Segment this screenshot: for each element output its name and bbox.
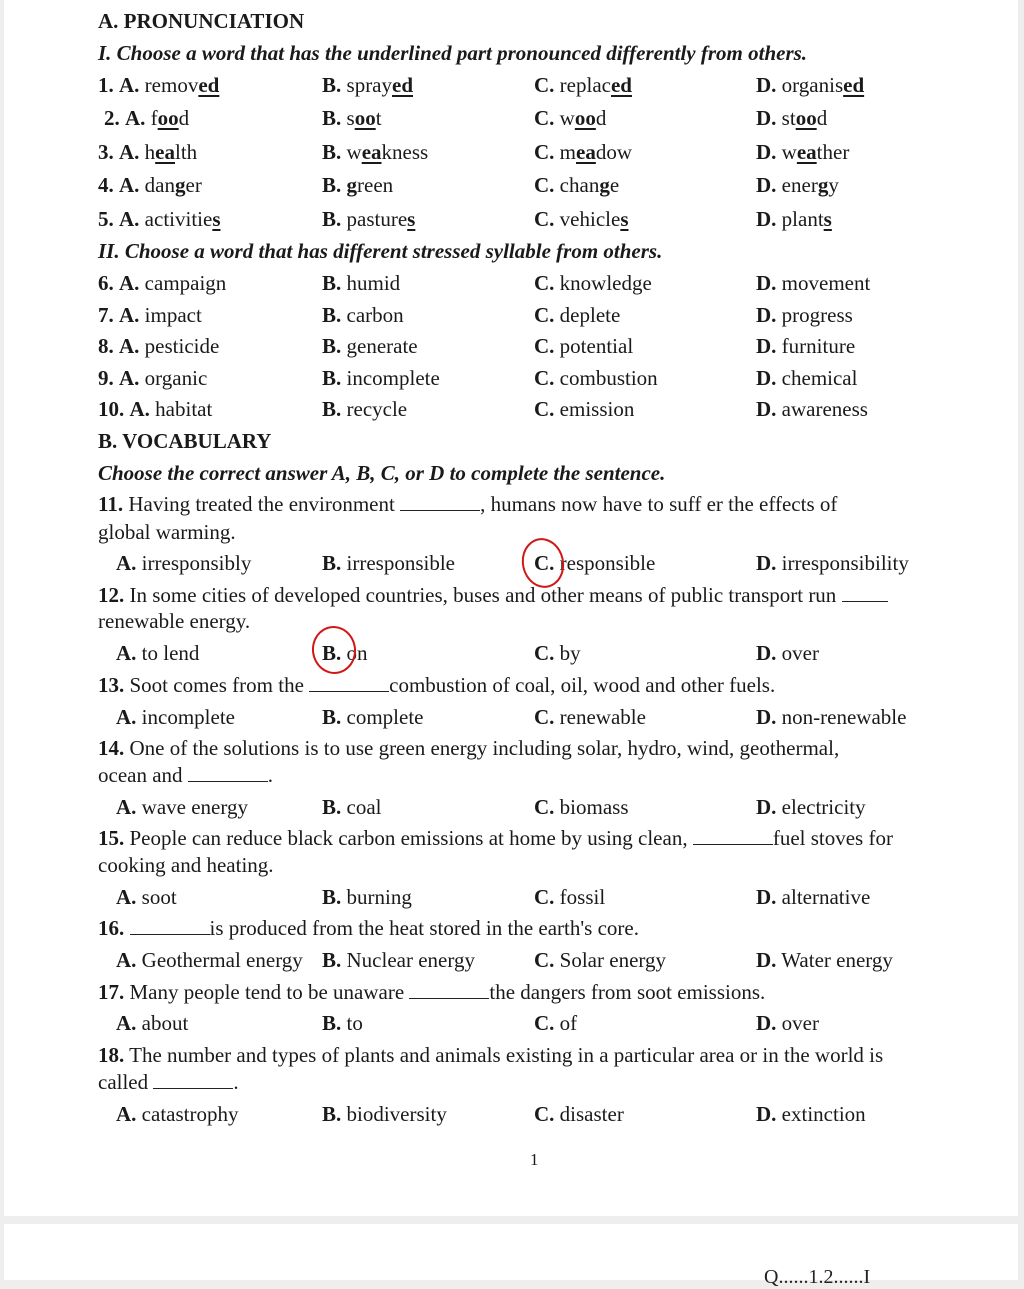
q9-option-d: D. chemical xyxy=(756,366,858,390)
section-b-title: B. VOCABULARY xyxy=(98,429,272,453)
q14-option-c: C. biomass xyxy=(534,795,629,819)
question-17: 17. Many people tend to be unaware the dangers from soot emissions. xyxy=(98,980,766,1004)
answer-blank xyxy=(130,916,210,935)
q6-option-b: B. humid xyxy=(322,271,401,295)
question-18-line2: called . xyxy=(98,1070,239,1094)
answer-blank xyxy=(153,1070,233,1089)
q12-option-c: C. by xyxy=(534,641,581,665)
q6-option-c: C. knowledge xyxy=(534,271,652,295)
q4-option-d: D. energy xyxy=(756,173,839,197)
q5-option-d: D. plants xyxy=(756,207,832,231)
q18-option-a: A. catastrophy xyxy=(116,1102,239,1126)
q14-option-b: B. coal xyxy=(322,795,382,819)
q9-option-a: 9. A. organic xyxy=(98,366,208,390)
q18-option-c: C. disaster xyxy=(534,1102,624,1126)
question-18-line1: 18. The number and types of plants and animals existing in a particular area or in the world is xyxy=(98,1043,884,1067)
q17-option-a: A. about xyxy=(116,1011,189,1035)
q15-option-b: B. burning xyxy=(322,885,412,909)
q3-option-d: D. weather xyxy=(756,140,850,164)
q17-option-b: B. to xyxy=(322,1011,363,1035)
q18-option-d: D. extinction xyxy=(756,1102,866,1126)
q12-option-a: A. to lend xyxy=(116,641,200,665)
answer-blank xyxy=(309,673,389,692)
q9-option-c: C. combustion xyxy=(534,366,658,390)
q15-option-c: C. fossil xyxy=(534,885,606,909)
q2-option-d: D. stood xyxy=(756,106,828,130)
q8-option-c: C. potential xyxy=(534,334,634,358)
q5-option-a: 5. A. activities xyxy=(98,207,221,231)
q8-option-b: B. generate xyxy=(322,334,418,358)
q11-option-b: B. irresponsible xyxy=(322,551,455,575)
q15-option-d: D. alternative xyxy=(756,885,871,909)
q7-option-c: C. deplete xyxy=(534,303,621,327)
q2-option-c: C. wood xyxy=(534,106,607,130)
q14-option-a: A. wave energy xyxy=(116,795,248,819)
q3-option-c: C. meadow xyxy=(534,140,633,164)
q9-option-b: B. incomplete xyxy=(322,366,440,390)
q13-option-a: A. incomplete xyxy=(116,705,235,729)
q7-option-b: B. carbon xyxy=(322,303,404,327)
question-15-line2: cooking and heating. xyxy=(98,853,274,877)
q4-option-c: C. change xyxy=(534,173,620,197)
q10-option-c: C. emission xyxy=(534,397,635,421)
q5-option-b: B. pastures xyxy=(322,207,416,231)
q8-option-d: D. furniture xyxy=(756,334,856,358)
question-16: 16. is produced from the heat stored in the earth's core. xyxy=(98,916,639,940)
q11-option-c: C. responsible xyxy=(534,551,656,575)
q13-option-b: B. complete xyxy=(322,705,424,729)
question-11-line1: 11. Having treated the environment , humans now have to suff er the effects of xyxy=(98,492,838,516)
q12-option-d: D. over xyxy=(756,641,819,665)
q17-option-c: C. of xyxy=(534,1011,578,1035)
q14-option-d: D. electricity xyxy=(756,795,866,819)
q16-option-d: D. Water energy xyxy=(756,948,893,972)
q13-option-d: D. non-renewable xyxy=(756,705,907,729)
q13-option-c: C. renewable xyxy=(534,705,646,729)
answer-blank xyxy=(842,583,888,602)
q6-option-a: 6. A. campaign xyxy=(98,271,227,295)
answer-blank xyxy=(400,492,480,511)
q11-option-d: D. irresponsibility xyxy=(756,551,909,575)
q18-option-b: B. biodiversity xyxy=(322,1102,447,1126)
q1-option-c: C. replaced xyxy=(534,73,632,97)
page-number: 1 xyxy=(530,1150,539,1169)
q11-option-a: A. irresponsibly xyxy=(116,551,252,575)
q17-option-d: D. over xyxy=(756,1011,819,1035)
question-14-line2: ocean and . xyxy=(98,763,274,787)
section-a-title: A. PRONUNCIATION xyxy=(98,9,305,33)
question-12-line2: renewable energy. xyxy=(98,609,251,633)
part1-instruction: I. Choose a word that has the underlined part pronounced differently from others. xyxy=(98,41,808,65)
q16-option-c: C. Solar energy xyxy=(534,948,667,972)
answer-blank xyxy=(409,980,489,999)
question-15-line1: 15. People can reduce black carbon emissions at home by using clean, fuel stoves for xyxy=(98,826,893,850)
q1-option-d: D. organised xyxy=(756,73,865,97)
q10-option-b: B. recycle xyxy=(322,397,408,421)
q15-option-a: A. soot xyxy=(116,885,177,909)
q2-option-b: B. soot xyxy=(322,106,382,130)
q8-option-a: 8. A. pesticide xyxy=(98,334,220,358)
question-12-line1: 12. In some cities of developed countries, buses and other means of public transport run xyxy=(98,582,888,608)
q16-option-b: B. Nuclear energy xyxy=(322,948,475,972)
q1-option-a: 1. A. removed xyxy=(98,73,220,97)
q1-option-b: B. sprayed xyxy=(322,73,414,97)
q2-option-a: 2. A. food xyxy=(104,106,190,130)
q3-option-a: 3. A. health xyxy=(98,140,198,164)
q3-option-b: B. weakness xyxy=(322,140,429,164)
q10-option-d: D. awareness xyxy=(756,397,868,421)
next-page-text: Q......1.2......I xyxy=(764,1266,871,1288)
question-14-line1: 14. One of the solutions is to use green energy including solar, hydro, wind, geothermal, xyxy=(98,736,840,760)
answer-blank xyxy=(693,826,773,845)
q5-option-c: C. vehicles xyxy=(534,207,629,231)
q6-option-d: D. movement xyxy=(756,271,871,295)
q10-option-a: 10. A. habitat xyxy=(98,397,213,421)
question-11-line2: global warming. xyxy=(98,520,236,544)
next-page-edge xyxy=(4,1224,1018,1288)
question-13: 13. Soot comes from the combustion of coal, oil, wood and other fuels. xyxy=(98,673,776,697)
q16-option-a: A. Geothermal energy xyxy=(116,948,303,972)
part2-instruction: II. Choose a word that has different stressed syllable from others. xyxy=(98,239,663,263)
answer-blank xyxy=(188,763,268,782)
worksheet-page xyxy=(4,0,1018,1216)
q4-option-a: 4. A. danger xyxy=(98,173,202,197)
q12-option-b: B. on xyxy=(322,641,368,665)
q7-option-d: D. progress xyxy=(756,303,853,327)
q4-option-b: B. green xyxy=(322,173,394,197)
section-b-instruction: Choose the correct answer A, B, C, or D to complete the sentence. xyxy=(98,461,666,485)
q7-option-a: 7. A. impact xyxy=(98,303,202,327)
